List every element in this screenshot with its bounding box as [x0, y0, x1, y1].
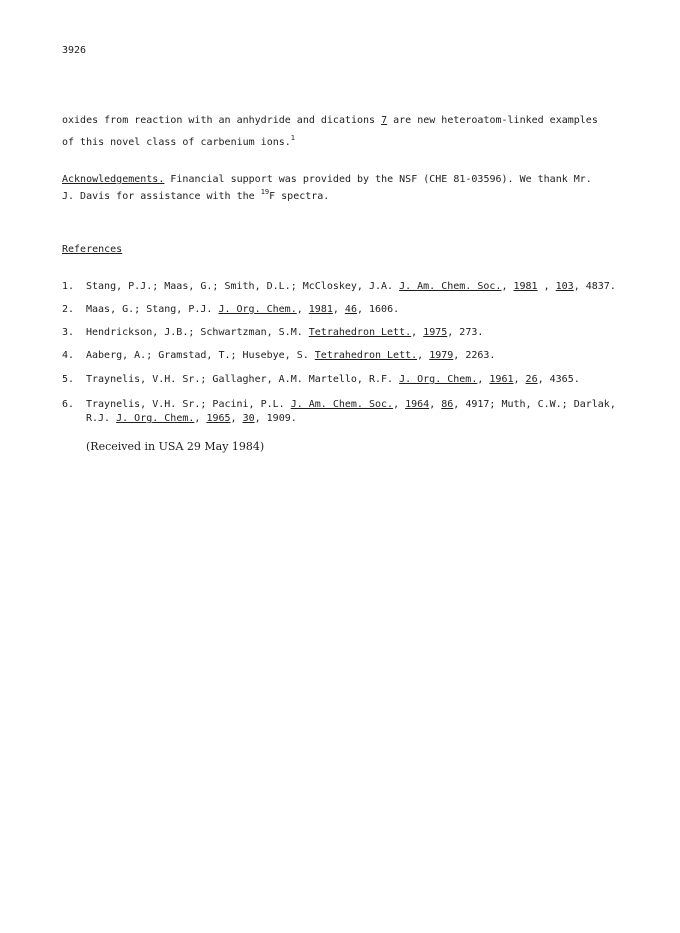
body-text: oxides from reaction with an anhydride and dications	[62, 115, 382, 126]
reference-year: 1979	[429, 350, 454, 361]
reference-number: 2.	[62, 304, 75, 315]
reference-text: R.J. J. Org. Chem., 1965, 30, 1909.	[86, 413, 297, 424]
references-heading: References	[62, 244, 123, 255]
acknowledgements-heading: Acknowledgements.	[62, 174, 165, 185]
reference-year: 1975	[423, 327, 448, 338]
reference-text: Traynelis, V.H. Sr.; Gallagher, A.M. Martello, R.F. J. Org. Chem., 1961, 26, 4365.	[86, 374, 580, 385]
page-number: 3926	[62, 45, 87, 56]
reference-number: 6.	[62, 399, 75, 410]
reference-year: 1981	[308, 304, 333, 315]
acknowledgements-text: J. Davis for assistance with the	[62, 191, 261, 202]
reference-text: Maas, G.; Stang, P.J. J. Org. Chem., 1981, 46, 1606.	[86, 304, 400, 315]
isotope-superscript: 19	[260, 188, 270, 196]
journal-name: Tetrahedron Lett.	[308, 327, 412, 338]
reference-volume: 103	[555, 281, 574, 292]
compound-number: 7	[381, 115, 388, 126]
reference-item-continuation	[86, 413, 297, 424]
reference-year: 1981	[513, 281, 538, 292]
reference-volume: 86	[441, 399, 454, 410]
journal-name: J. Org. Chem.	[116, 413, 195, 424]
reference-number: 3.	[62, 327, 75, 338]
acknowledgements-text: Financial support was provided by the NSF (CHE 81-03596). We thank Mr.	[164, 174, 592, 185]
journal-name: J. Org. Chem.	[399, 374, 478, 385]
reference-text: Hendrickson, J.B.; Schwartzman, S.M. Tetrahedron Lett., 1975, 273.	[86, 327, 484, 338]
body-text: of this novel class of carbenium ions.	[62, 137, 291, 148]
citation-superscript: 1	[290, 134, 295, 142]
reference-volume: 26	[525, 374, 538, 385]
journal-name: J. Am. Chem. Soc.	[399, 281, 502, 292]
body-text: are new heteroatom-linked examples	[387, 115, 598, 126]
received-date: (Received in USA 29 May 1984)	[86, 440, 265, 453]
acknowledgements-line-1	[62, 174, 592, 185]
journal-name: J. Am. Chem. Soc.	[290, 399, 394, 410]
acknowledgements-line-2	[62, 188, 330, 202]
reference-year: 1961	[489, 374, 514, 385]
reference-year: 1964	[405, 399, 430, 410]
reference-number: 1.	[62, 281, 75, 292]
acknowledgements-text: F spectra.	[269, 191, 330, 202]
journal-name: J. Org. Chem.	[218, 304, 297, 315]
reference-volume: 30	[242, 413, 255, 424]
reference-text: Traynelis, V.H. Sr.; Pacini, P.L. J. Am. Chem. Soc., 1964, 86, 4917; Muth, C.W.; Darlak,	[86, 399, 616, 410]
reference-year: 1965	[206, 413, 231, 424]
reference-number: 5.	[62, 374, 75, 385]
reference-number: 4.	[62, 350, 75, 361]
reference-volume: 46	[344, 304, 357, 315]
reference-text: Aaberg, A.; Gramstad, T.; Husebye, S. Tetrahedron Lett., 1979, 2263.	[86, 350, 496, 361]
journal-name: Tetrahedron Lett.	[314, 350, 418, 361]
body-line-2	[62, 134, 295, 148]
body-line-1	[62, 115, 598, 126]
reference-text: Stang, P.J.; Maas, G.; Smith, D.L.; McCloskey, J.A. J. Am. Chem. Soc., 1981 , 103, 4837.	[86, 281, 616, 292]
